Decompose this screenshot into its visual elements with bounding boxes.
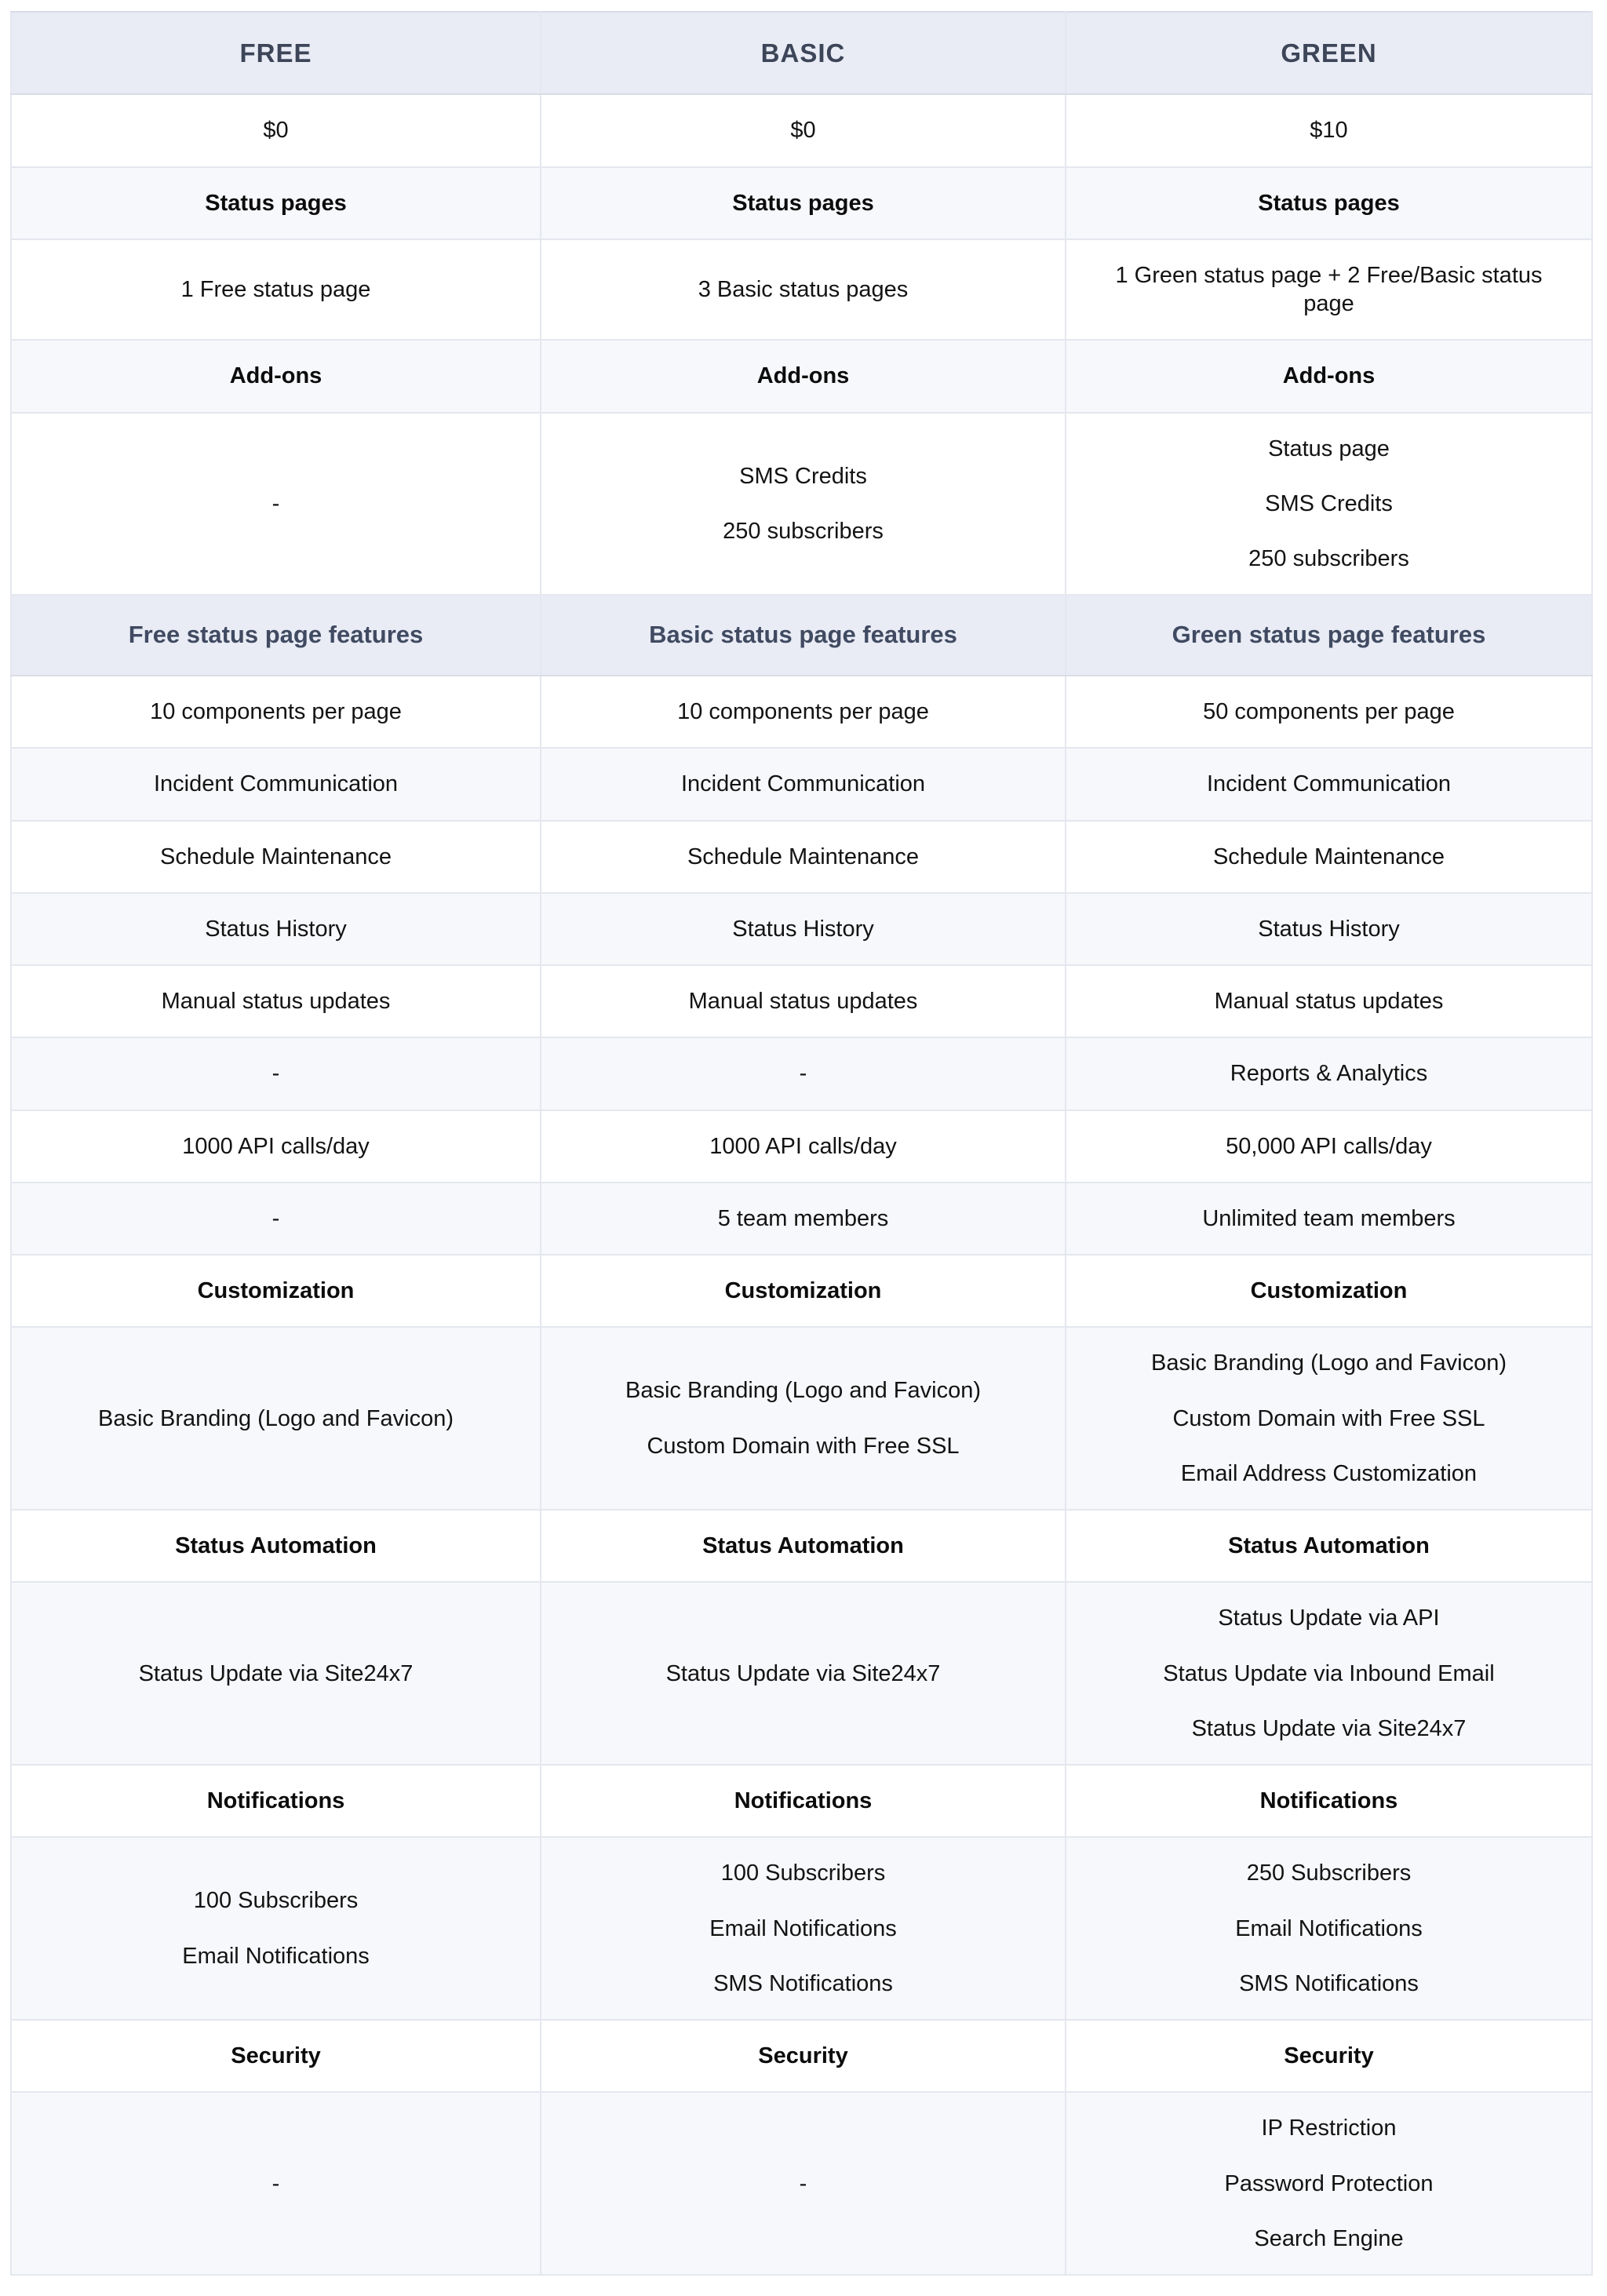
cell-line: Green status page features bbox=[1172, 621, 1486, 649]
price-free bbox=[11, 94, 541, 166]
table-cell bbox=[11, 2020, 541, 2092]
cell-line: Custom Domain with Free SSL bbox=[1172, 1405, 1485, 1431]
cell-line: Free status page features bbox=[128, 621, 424, 649]
table-cell bbox=[541, 676, 1066, 748]
cell-line: Security bbox=[1284, 2043, 1374, 2068]
table-row-reports-analytics bbox=[11, 1037, 1592, 1110]
table-row-features-heading bbox=[11, 595, 1592, 676]
table-cell bbox=[11, 1327, 541, 1510]
table-cell bbox=[1066, 1582, 1592, 1765]
cell-line: Status pages bbox=[1258, 190, 1400, 216]
cell-line: SMS Notifications bbox=[713, 1970, 893, 1996]
table-cell bbox=[11, 748, 541, 820]
table-cell bbox=[1066, 1327, 1592, 1510]
table-cell bbox=[541, 239, 1066, 341]
table-row-incident-communication bbox=[11, 748, 1592, 820]
cell-line: - bbox=[271, 2170, 280, 2196]
cell-line: 250 subscribers bbox=[723, 518, 884, 544]
plan-header-free bbox=[11, 12, 541, 94]
cell-line: BASIC bbox=[760, 38, 846, 67]
table-cell bbox=[11, 2092, 541, 2275]
cell-line: Status Update via Site24x7 bbox=[1191, 1715, 1467, 1741]
table-row-customization-heading bbox=[11, 1255, 1592, 1327]
table-row-security-heading bbox=[11, 2020, 1592, 2092]
table-cell bbox=[1066, 239, 1592, 341]
cell-line: Email Notifications bbox=[182, 1943, 370, 1969]
table-row-plan-names bbox=[11, 12, 1592, 94]
cell-line: Basic status page features bbox=[649, 621, 957, 649]
cell-line: Custom Domain with Free SSL bbox=[647, 1433, 960, 1459]
table-cell bbox=[11, 1037, 541, 1110]
table-cell bbox=[1066, 965, 1592, 1037]
cell-line: Status Automation bbox=[1228, 1533, 1430, 1558]
cell-line: Status Update via Inbound Email bbox=[1163, 1660, 1495, 1686]
cell-line: Status History bbox=[1258, 916, 1400, 942]
table-cell bbox=[11, 167, 541, 239]
cell-line: Customization bbox=[197, 1278, 355, 1303]
table-cell bbox=[11, 1110, 541, 1183]
table-cell bbox=[1066, 1255, 1592, 1327]
price-green bbox=[1066, 94, 1592, 166]
cell-line: Status Update via Site24x7 bbox=[665, 1660, 941, 1686]
cell-line: Customization bbox=[724, 1278, 882, 1303]
table-cell bbox=[11, 239, 541, 341]
table-row-status-pages-heading bbox=[11, 167, 1592, 239]
cell-line: 1 Free status page bbox=[180, 276, 371, 302]
cell-line: Notifications bbox=[206, 1788, 345, 1813]
table-cell bbox=[1066, 1183, 1592, 1255]
cell-line: Status Automation bbox=[175, 1533, 377, 1558]
table-cell bbox=[11, 821, 541, 893]
cell-line: Status History bbox=[732, 916, 874, 942]
table-cell bbox=[1066, 1037, 1592, 1110]
cell-line: $0 bbox=[790, 118, 816, 144]
table-cell bbox=[1066, 413, 1592, 596]
cell-line: Status pages bbox=[732, 190, 874, 216]
cell-line: Add-ons bbox=[229, 363, 322, 389]
table-cell bbox=[1066, 1110, 1592, 1183]
cell-line: Password Protection bbox=[1224, 2170, 1434, 2196]
table-cell bbox=[541, 413, 1066, 596]
table-row-security-values bbox=[11, 2092, 1592, 2275]
table-cell bbox=[1066, 1837, 1592, 2020]
table-cell bbox=[541, 2020, 1066, 2092]
cell-line: Basic Branding (Logo and Favicon) bbox=[98, 1405, 454, 1431]
table-cell bbox=[541, 1582, 1066, 1765]
cell-line: Schedule Maintenance bbox=[1212, 844, 1445, 869]
cell-line: Manual status updates bbox=[1214, 989, 1444, 1014]
cell-line: Add-ons bbox=[756, 363, 850, 389]
table-cell bbox=[541, 965, 1066, 1037]
pricing-table-container bbox=[10, 11, 1593, 2276]
cell-line: FREE bbox=[239, 38, 312, 67]
cell-line: Email Address Customization bbox=[1180, 1460, 1478, 1486]
cell-line: 250 Subscribers bbox=[1246, 1860, 1412, 1886]
cell-line: - bbox=[271, 1205, 280, 1231]
section-header-basic-features bbox=[541, 595, 1066, 676]
pricing-table bbox=[10, 11, 1593, 2276]
table-cell bbox=[541, 1110, 1066, 1183]
table-cell bbox=[541, 748, 1066, 820]
table-cell bbox=[11, 1510, 541, 1582]
section-header-green-features bbox=[1066, 595, 1592, 676]
cell-line: Incident Communication bbox=[1206, 771, 1452, 797]
cell-line: Basic Branding (Logo and Favicon) bbox=[1151, 1350, 1507, 1376]
table-cell bbox=[11, 1255, 541, 1327]
table-cell bbox=[11, 413, 541, 596]
cell-line: 100 Subscribers bbox=[720, 1860, 886, 1886]
cell-line: 5 team members bbox=[717, 1205, 889, 1231]
cell-line: Status page bbox=[1268, 436, 1390, 461]
table-cell bbox=[541, 1183, 1066, 1255]
cell-line: 100 Subscribers bbox=[193, 1888, 359, 1914]
cell-line: Incident Communication bbox=[680, 771, 926, 797]
cell-line: Email Notifications bbox=[1235, 1915, 1423, 1941]
cell-line: Search Engine bbox=[1254, 2225, 1404, 2251]
table-cell bbox=[1066, 893, 1592, 965]
cell-line: 50,000 API calls/day bbox=[1226, 1133, 1432, 1159]
table-cell bbox=[541, 1837, 1066, 2020]
cell-line: Status pages bbox=[205, 190, 347, 216]
table-cell bbox=[541, 1765, 1066, 1837]
table-row-notifications-heading bbox=[11, 1765, 1592, 1837]
table-cell bbox=[541, 1327, 1066, 1510]
section-header-free-features bbox=[11, 595, 541, 676]
cell-line: Status Update via API bbox=[1218, 1605, 1440, 1631]
table-row-prices bbox=[11, 94, 1592, 166]
cell-line: 50 components per page bbox=[1203, 699, 1455, 724]
cell-line: Customization bbox=[1250, 1278, 1408, 1303]
table-cell bbox=[1066, 748, 1592, 820]
table-cell bbox=[11, 1837, 541, 2020]
cell-line: Manual status updates bbox=[161, 989, 391, 1014]
cell-line: Notifications bbox=[1259, 1788, 1398, 1813]
table-row-status-automation-values bbox=[11, 1582, 1592, 1765]
cell-line: 10 components per page bbox=[150, 699, 402, 724]
cell-line: 1000 API calls/day bbox=[709, 1133, 897, 1159]
cell-line: Reports & Analytics bbox=[1230, 1061, 1428, 1087]
cell-line: Status Update via Site24x7 bbox=[138, 1660, 414, 1686]
table-cell bbox=[1066, 1510, 1592, 1582]
table-cell bbox=[11, 676, 541, 748]
table-row-status-history bbox=[11, 893, 1592, 965]
table-cell bbox=[1066, 2020, 1592, 2092]
table-row-schedule-maintenance bbox=[11, 821, 1592, 893]
cell-line: Schedule Maintenance bbox=[687, 844, 920, 869]
table-cell bbox=[1066, 1765, 1592, 1837]
table-cell bbox=[11, 1183, 541, 1255]
cell-line: SMS Credits bbox=[1265, 490, 1393, 516]
table-cell bbox=[1066, 167, 1592, 239]
cell-line: IP Restriction bbox=[1261, 2116, 1397, 2141]
cell-line: $10 bbox=[1310, 118, 1348, 144]
cell-line: Manual status updates bbox=[688, 989, 918, 1014]
table-row-notifications-values bbox=[11, 1837, 1592, 2020]
price-basic bbox=[541, 94, 1066, 166]
cell-line: 10 components per page bbox=[677, 699, 929, 724]
cell-line: 3 Basic status pages bbox=[698, 276, 909, 302]
cell-line: Security bbox=[758, 2043, 848, 2068]
table-row-customization-values bbox=[11, 1327, 1592, 1510]
cell-line: GREEN bbox=[1281, 38, 1377, 67]
cell-line: Notifications bbox=[734, 1788, 873, 1813]
table-cell bbox=[541, 1510, 1066, 1582]
cell-line: - bbox=[271, 490, 280, 516]
cell-line: Security bbox=[231, 2043, 321, 2068]
cell-line: - bbox=[799, 2170, 807, 2196]
table-row-add-ons-values bbox=[11, 413, 1592, 596]
cell-line: - bbox=[271, 1061, 280, 1087]
cell-line: Unlimited team members bbox=[1202, 1205, 1456, 1231]
cell-line: Status Automation bbox=[702, 1533, 904, 1558]
table-cell bbox=[11, 893, 541, 965]
table-row-add-ons-heading bbox=[11, 340, 1592, 412]
cell-line: Add-ons bbox=[1282, 363, 1376, 389]
table-row-status-pages-values bbox=[11, 239, 1592, 341]
table-cell bbox=[1066, 821, 1592, 893]
table-cell bbox=[541, 893, 1066, 965]
table-row-status-automation-heading bbox=[11, 1510, 1592, 1582]
table-cell bbox=[11, 1765, 541, 1837]
table-row-components-per-page bbox=[11, 676, 1592, 748]
table-cell bbox=[541, 167, 1066, 239]
table-cell bbox=[541, 1255, 1066, 1327]
cell-line: 1 Green status page + 2 Free/Basic status page bbox=[1115, 262, 1543, 316]
table-cell bbox=[11, 965, 541, 1037]
cell-line: Schedule Maintenance bbox=[159, 844, 392, 869]
table-row-team-members bbox=[11, 1183, 1592, 1255]
table-row-api-calls bbox=[11, 1110, 1592, 1183]
cell-line: $0 bbox=[263, 118, 289, 144]
cell-line: 250 subscribers bbox=[1248, 546, 1409, 571]
cell-line: Status History bbox=[205, 916, 347, 942]
cell-line: Incident Communication bbox=[153, 771, 399, 797]
table-cell bbox=[541, 340, 1066, 412]
cell-line: Email Notifications bbox=[709, 1915, 897, 1941]
plan-header-green bbox=[1066, 12, 1592, 94]
table-cell bbox=[541, 1037, 1066, 1110]
plan-header-basic bbox=[541, 12, 1066, 94]
table-cell bbox=[541, 2092, 1066, 2275]
table-cell bbox=[11, 340, 541, 412]
table-cell bbox=[541, 821, 1066, 893]
cell-line: - bbox=[799, 1061, 807, 1087]
table-cell bbox=[11, 1582, 541, 1765]
table-cell bbox=[1066, 676, 1592, 748]
cell-line: SMS Notifications bbox=[1239, 1970, 1419, 1996]
cell-line: Basic Branding (Logo and Favicon) bbox=[625, 1378, 981, 1404]
cell-line: SMS Credits bbox=[739, 463, 867, 489]
table-cell bbox=[1066, 2092, 1592, 2275]
cell-line: 1000 API calls/day bbox=[182, 1133, 370, 1159]
table-cell bbox=[1066, 340, 1592, 412]
table-row-manual-status-updates bbox=[11, 965, 1592, 1037]
